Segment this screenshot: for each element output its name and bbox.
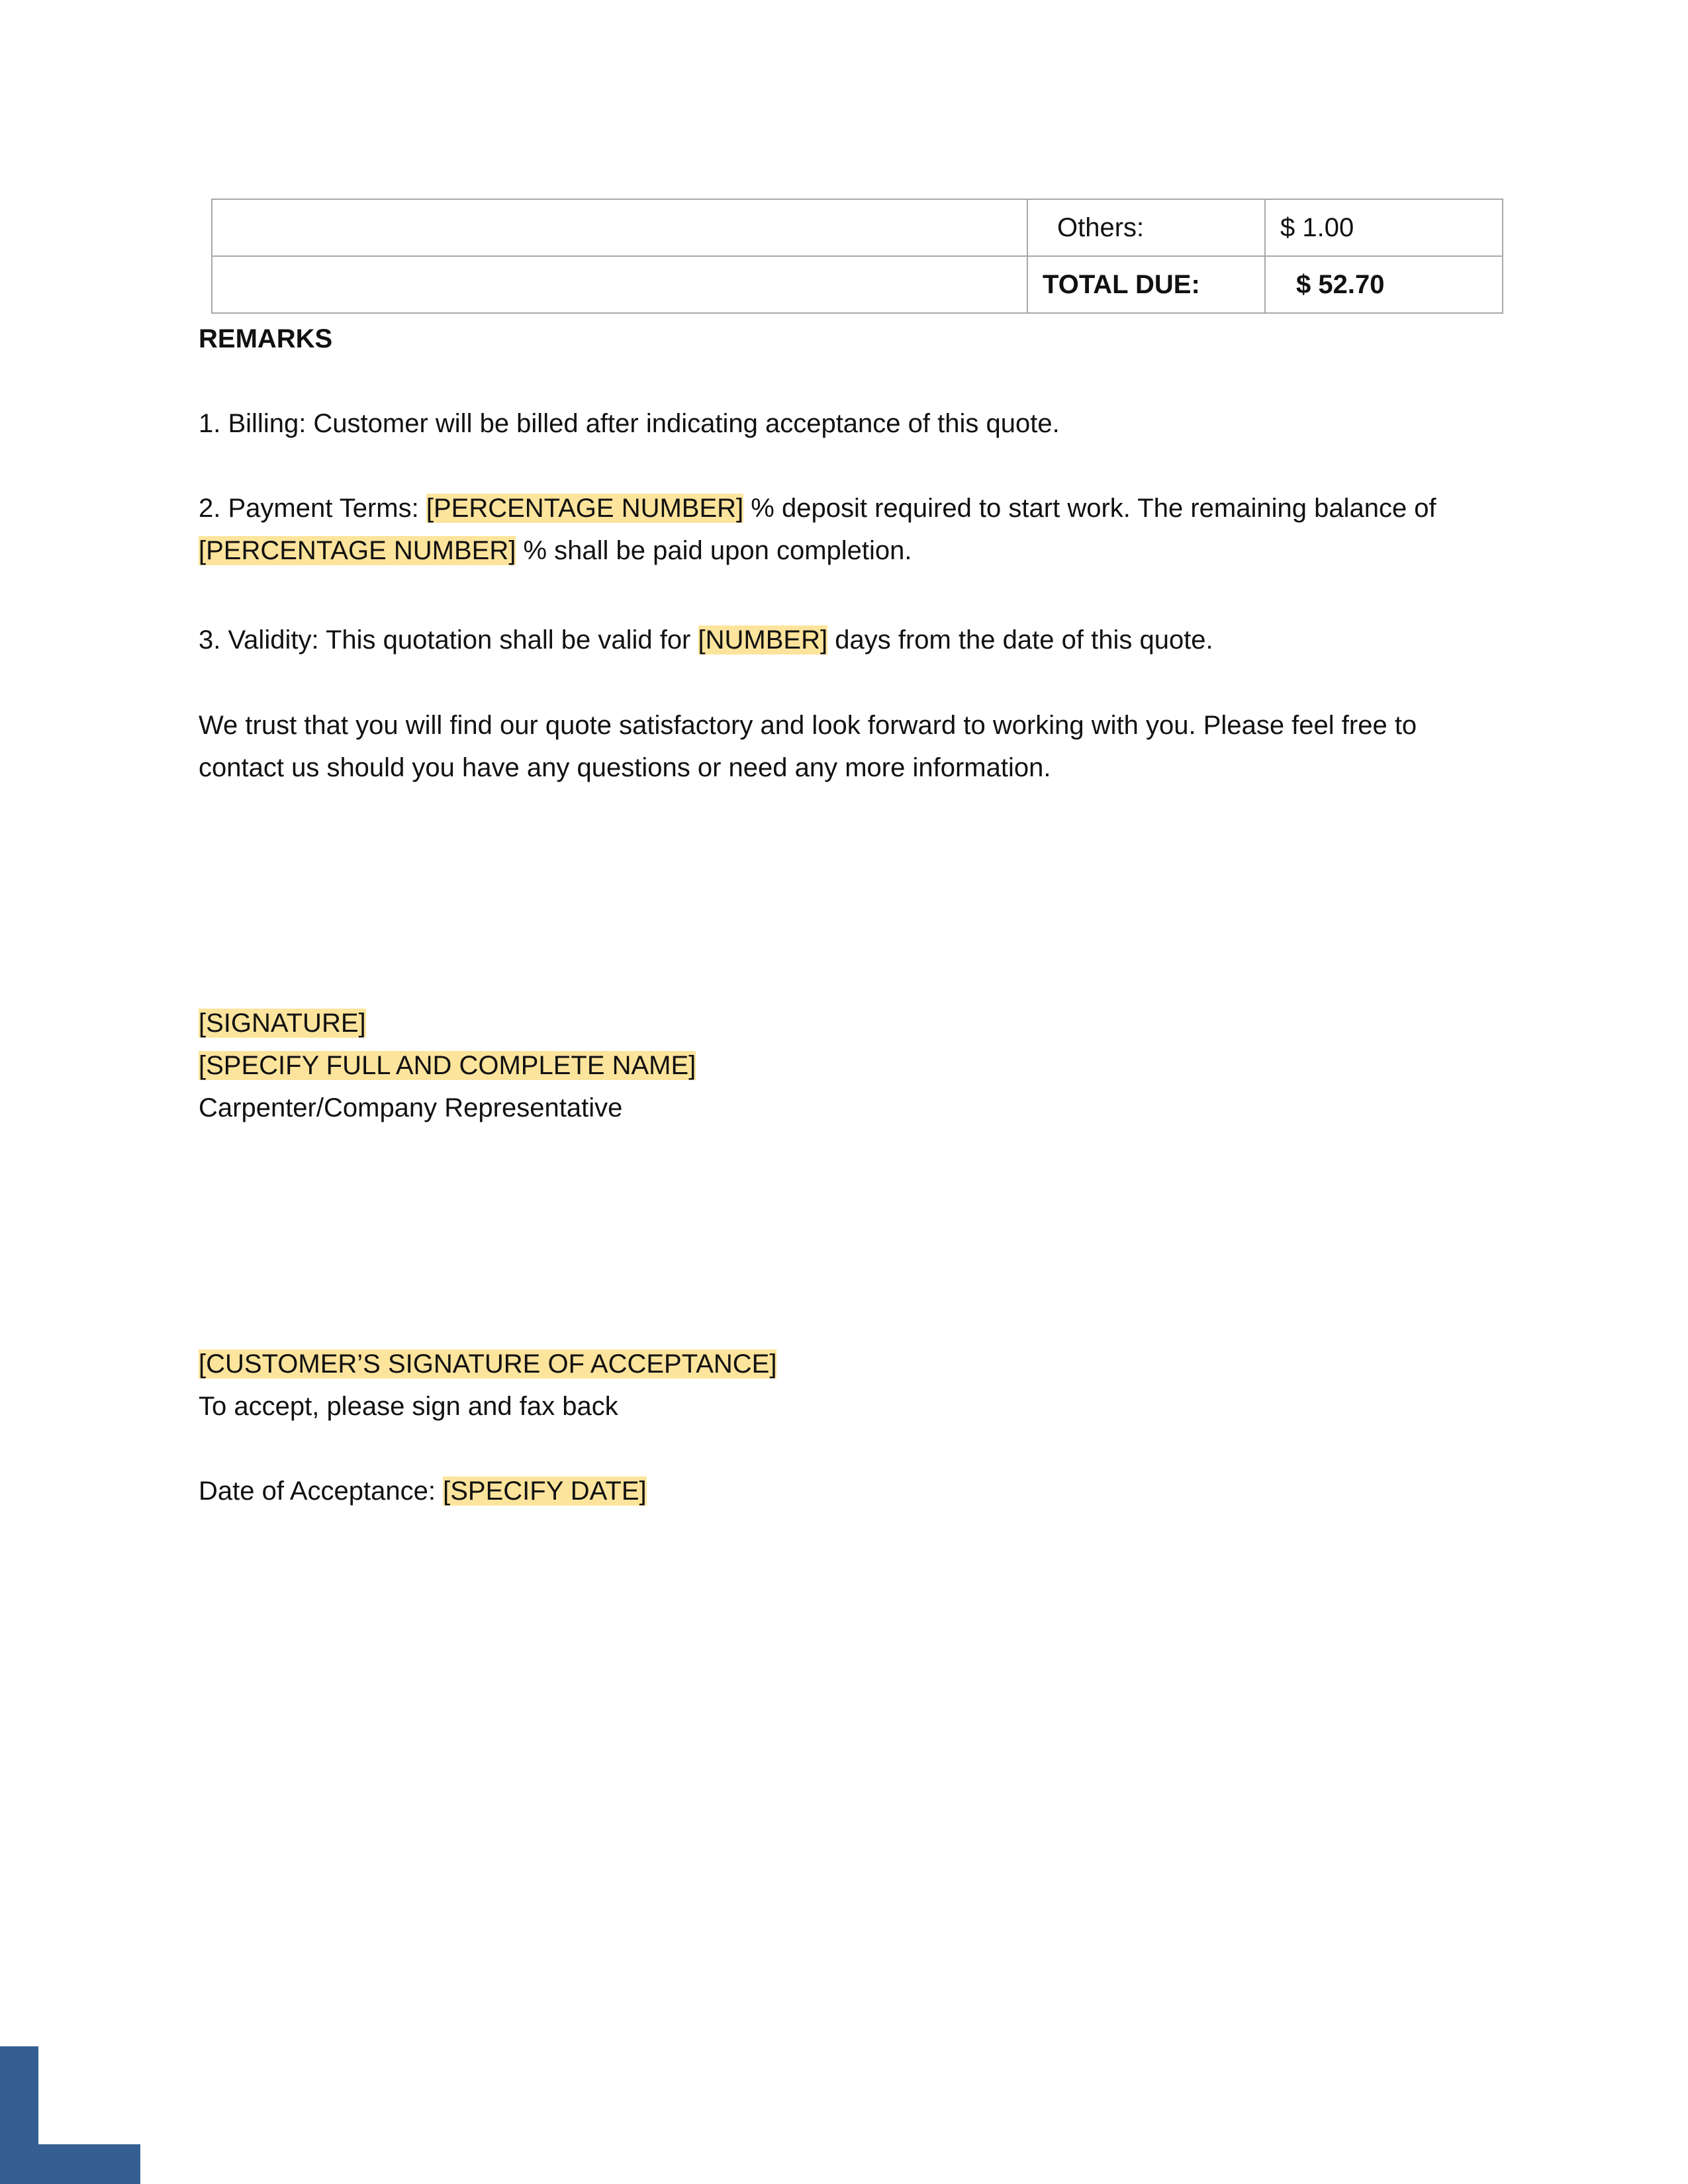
days-placeholder: [NUMBER] xyxy=(698,625,828,655)
customer-signature-placeholder: [CUSTOMER’S SIGNATURE OF ACCEPTANCE] xyxy=(199,1349,777,1379)
remarks-heading: REMARKS xyxy=(199,324,333,353)
totals-table xyxy=(211,199,1503,314)
others-value: $ 1.00 xyxy=(1265,199,1503,256)
accept-instruction: To accept, please sign and fax back xyxy=(199,1392,618,1421)
percentage-placeholder: [PERCENTAGE NUMBER] xyxy=(426,494,744,523)
customer-signature xyxy=(199,1343,776,1385)
percentage-placeholder: [PERCENTAGE NUMBER] xyxy=(199,536,516,565)
total-due-label: TOTAL DUE: xyxy=(1027,256,1265,313)
total-due-value: $ 52.70 xyxy=(1265,256,1503,313)
others-label: Others: xyxy=(1027,199,1265,256)
date-placeholder: [SPECIFY DATE] xyxy=(443,1477,647,1506)
date-label: Date of Acceptance: xyxy=(199,1477,436,1506)
signature-placeholder: [SIGNATURE] xyxy=(199,1009,366,1038)
table-row xyxy=(212,199,1503,256)
representative-title: Carpenter/Company Representative xyxy=(199,1093,623,1122)
validity-prefix: 3. Validity: This quotation shall be valid for xyxy=(199,625,691,655)
payment-suffix: % shall be paid upon completion. xyxy=(523,536,912,565)
empty-cell xyxy=(212,256,1027,313)
empty-cell xyxy=(212,199,1027,256)
closing-paragraph: We trust that you will find our quote satisfactory and look forward to working with you. Please feel free to contact us should you have any questions or need any more information. xyxy=(199,711,1417,782)
payment-middle: % deposit required to start work. The remaining balance of xyxy=(751,494,1436,523)
table-row xyxy=(212,256,1503,313)
payment-terms-remark xyxy=(199,487,1496,572)
validity-remark xyxy=(199,619,1213,661)
corner-decoration xyxy=(0,2144,140,2184)
payment-prefix: 2. Payment Terms: xyxy=(199,494,419,523)
acceptance-date xyxy=(199,1470,647,1512)
validity-suffix: days from the date of this quote. xyxy=(835,625,1213,655)
representative-signature xyxy=(199,1002,366,1044)
name-placeholder: [SPECIFY FULL AND COMPLETE NAME] xyxy=(199,1051,696,1080)
billing-remark: 1. Billing: Customer will be billed after indicating acceptance of this quote. xyxy=(199,409,1060,438)
representative-name xyxy=(199,1044,696,1087)
